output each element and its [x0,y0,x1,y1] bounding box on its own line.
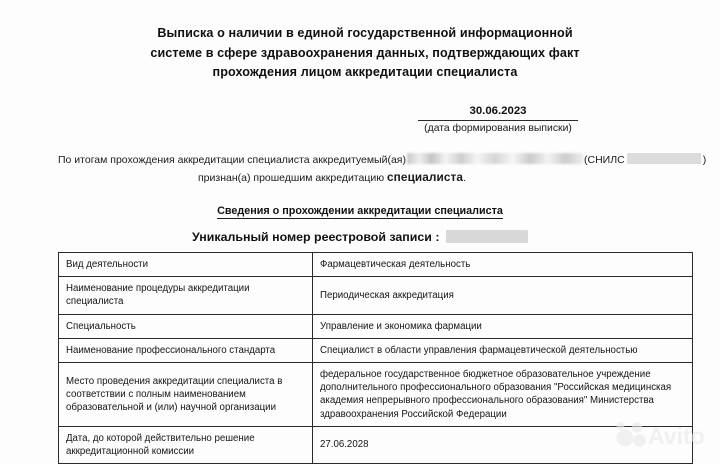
redacted-snils-number [627,153,701,164]
table-row [59,277,693,314]
body-keyword-specialist: специалиста [387,169,464,184]
table-cell-label: Наименование процедуры аккредитации специалиста [59,277,313,314]
table-row [59,338,693,362]
page-title-line-1: Выписка о наличии в единой государственной информационной [157,26,573,40]
accreditation-info-table-body [59,253,693,464]
registry-number-line [58,230,662,244]
body-line-2-suffix: . [463,171,466,184]
page-title-line-2: системе в сфере здравоохранения данных, подтверждающих факт [150,45,580,60]
table-cell-label: Дата, до которой действительно решение аккредитационной комиссии [59,426,313,463]
page-title [150,24,580,83]
table-cell-value: федеральное государственное бюджетное образовательное учреждение дополнительного профессионального образования "Российская медицинская академия непрерывного профессионального образования" Министерства здравоохранения Российской Федерации [313,363,693,427]
table-cell-value: 27.06.2028 [313,426,693,463]
table-cell-label: Вид деятельности [59,253,313,277]
snils-close-paren: ) [702,154,707,166]
table-cell-label: Специальность [59,314,313,338]
table-cell-value: Периодическая аккредитация [313,277,693,314]
table-cell-value: Специалист в области управления фармацевтической деятельностью [313,338,693,362]
table-cell-value: Фармацевтическая деятельность [313,253,693,277]
table-cell-label: Наименование профессионального стандарта [59,338,313,362]
table-row [59,426,693,463]
body-line-2 [58,170,662,187]
table-row [59,363,693,427]
section-heading [58,205,662,217]
section-heading-text: Сведения о прохождении аккредитации специалиста [217,205,503,217]
table-cell-value: Управление и экономика фармации [313,314,693,338]
body-paragraph [58,153,707,186]
registry-number-label: Уникальный номер реестровой записи : [192,230,440,244]
redacted-person-name [407,153,583,164]
table-row [59,253,693,277]
formation-date-value: 30.06.2023 [418,104,578,121]
body-line-1 [58,153,707,169]
formation-date-caption: (дата формирования выписки) [424,123,572,134]
accreditation-info-table [58,252,693,464]
body-line-2-prefix: признан(а) прошедшим аккредитацию [198,171,385,184]
table-row [59,314,693,338]
body-line-1-text: По итогам прохождения аккредитации специалиста аккредитуемый(ая) [58,154,406,166]
formation-date-block [418,104,578,136]
snils-label: (СНИЛС [584,154,625,166]
avito-watermark-text: Avito [648,423,705,449]
redacted-registry-number [446,230,528,243]
table-cell-label: Место проведения аккредитации специалиста в соответствии с полным наименованием образовательной и (или) научной организации [59,363,313,427]
page-title-line-3: прохождения лицом аккредитации специалиста [212,65,518,79]
